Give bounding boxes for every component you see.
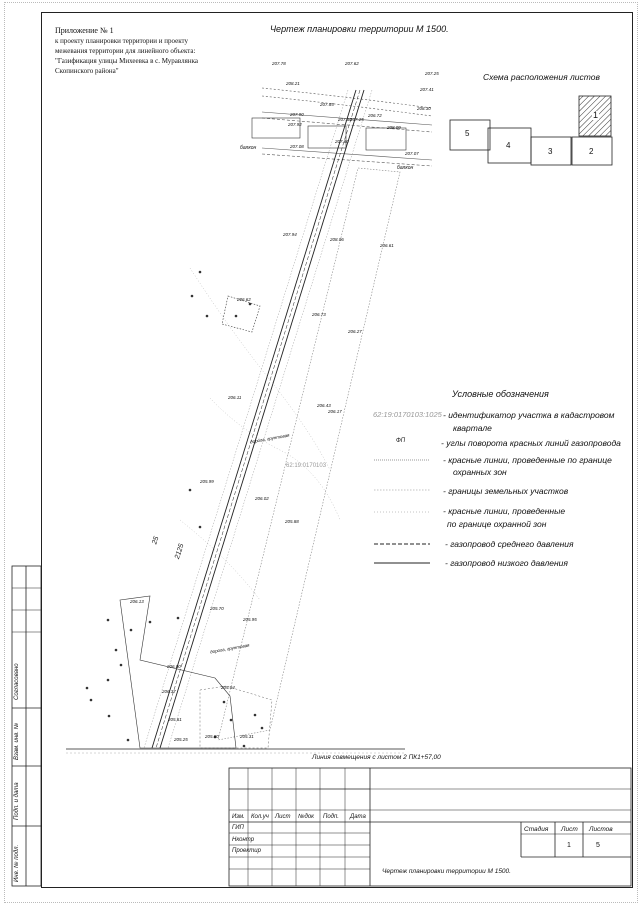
elevation-label: 206.11	[228, 395, 242, 400]
elevation-label: 208.06	[330, 237, 344, 242]
legend-title: Условные обозначения	[452, 389, 549, 399]
side-agreed: Согласовано	[14, 663, 20, 700]
match-line-label: Линия совмещения с листом 2 ПК1+57,00	[312, 754, 441, 761]
tree-dot	[199, 526, 202, 529]
elevation-label: 205.54	[221, 685, 235, 690]
legend-item-7: - газопровод низкого давления	[445, 558, 568, 568]
elevation-label: 208.30	[417, 106, 431, 111]
scheme-sheet-3: 3	[548, 147, 553, 156]
legend-item-3b: охранных зон	[453, 467, 507, 477]
elevation-label: 205.99	[200, 479, 214, 484]
stamp-header-date: Дата	[350, 814, 366, 820]
elevation-label: 205.25	[174, 737, 188, 742]
legend-sample-id: 62:19:0170103:1025	[373, 410, 442, 419]
legend-samples	[374, 460, 430, 563]
parcel-id-label: 62:19:0170103	[286, 463, 327, 469]
legend-item-5: - красные линии, проведенные	[443, 506, 566, 516]
stamp-sheet-value: 1	[567, 842, 571, 849]
stamp-sheet-label: Лист	[561, 826, 578, 833]
elevation-label: 207.60	[335, 139, 349, 144]
appendix-line-1: Приложение № 1	[55, 26, 114, 35]
pk-label-right: 2125	[174, 543, 186, 560]
elevation-label: 205.61	[168, 717, 182, 722]
elevation-label: 206.37	[162, 689, 176, 694]
pk-label-left: 25	[151, 535, 161, 546]
gas-pipeline-corridor	[144, 90, 372, 748]
tree-dot	[261, 727, 264, 730]
elevation-label: 207.90	[290, 112, 304, 117]
legend-sample-fp: ФП	[396, 438, 406, 444]
tree-dot	[86, 687, 89, 690]
legend-item-6: - газопровод среднего давления	[445, 539, 574, 549]
scheme-sheet-5: 5	[465, 129, 470, 138]
elevation-label: 206.72	[368, 113, 382, 118]
tree-dot	[108, 715, 111, 718]
road-label-1: дорога, грунтовая	[249, 432, 290, 445]
tree-dot	[254, 714, 257, 717]
tree-dot	[223, 701, 226, 704]
tree-dot	[206, 315, 209, 318]
elevation-label: 207.25	[425, 71, 439, 76]
stamp-role-gip: ГИП	[232, 825, 244, 831]
side-inv-orig: Инв. № подл.	[14, 844, 20, 882]
elevation-label: 205.70	[210, 606, 224, 611]
elevation-label: 206.17	[328, 409, 342, 414]
side-sign-date: Подп. и дата	[14, 782, 20, 820]
contour-lines	[180, 268, 340, 600]
elevation-label: 206.02	[255, 496, 269, 501]
tree-dot	[189, 489, 192, 492]
stamp-role-proektir: Проектир	[232, 848, 261, 854]
scheme-sheet-1: 1	[593, 110, 599, 120]
tree-dot	[149, 621, 152, 624]
elevation-label: 206.73	[312, 312, 326, 317]
tree-dot	[235, 315, 238, 318]
stamp-sheets-label: Листов	[589, 826, 613, 833]
tree-dot	[230, 719, 233, 722]
elevation-label: 206.62	[237, 297, 251, 302]
stamp-title: Чертеж планировки территории М 1500.	[382, 868, 511, 875]
legend-item-5b: по границе охранной зон	[447, 519, 547, 529]
elevation-label: 206.13	[130, 599, 144, 604]
elevation-label: 206.27	[348, 329, 362, 334]
tree-dot	[130, 629, 133, 632]
stamp-header-podp: Подп.	[323, 814, 339, 820]
elevation-label: 207.78	[272, 61, 286, 66]
elevation-label: 206.43	[317, 403, 331, 408]
balkon-label-1: балкон	[240, 145, 257, 151]
appendix-line-4: "Газификация улицы Михеевка в с. Муравлянка	[55, 57, 198, 65]
appendix-line-2: к проекту планировки территории и проекту	[55, 37, 188, 45]
appendix-line-3: межевания территории для линейного объекта:	[55, 47, 196, 55]
tree-dot	[177, 617, 180, 620]
drawing-title: Чертеж планировки территории М 1500.	[270, 24, 449, 34]
elevation-label: 205.80	[205, 734, 219, 739]
tree-dot	[107, 619, 110, 622]
elevation-label: 207.62	[345, 61, 359, 66]
legend-item-1: - идентификатор участка в кадастровом	[443, 410, 615, 420]
tree-dot	[243, 745, 246, 748]
scheme-sheet-2: 2	[589, 147, 594, 156]
tree-dot	[90, 699, 93, 702]
elevation-label: 206.00	[167, 664, 181, 669]
elevation-label: 208.21	[286, 81, 300, 86]
elevation-label: 207.92	[288, 122, 302, 127]
elevation-label: 207.94	[283, 232, 297, 237]
stamp-sheets-value: 5	[596, 842, 600, 849]
legend-item-3: - красные линии, проведенные по границе	[443, 455, 612, 465]
elevation-label: 206.61	[380, 243, 394, 248]
scheme-sheet-4: 4	[506, 141, 511, 150]
stamp-header-ndok: №док	[298, 814, 314, 820]
elevation-label: 207.60	[338, 117, 352, 122]
legend-item-4: - границы земельных участков	[443, 486, 569, 496]
side-inv-repl: Взам. инв. №	[14, 722, 20, 760]
elevation-label: 207.85	[320, 102, 334, 107]
appendix-line-5: Скопинского района"	[55, 67, 119, 75]
tree-dot	[199, 271, 202, 274]
tree-dot	[249, 303, 252, 306]
balkon-label-2: балкон	[397, 165, 414, 171]
stamp-header-kol: Кол.уч	[251, 814, 269, 820]
stamp-role-nkontr: Нконтр	[232, 837, 255, 843]
tree-dot	[115, 649, 118, 652]
tree-dot	[191, 295, 194, 298]
elevation-label: 207.08	[290, 144, 304, 149]
elevation-label: 205.31	[240, 734, 254, 739]
tree-dot	[120, 664, 123, 667]
tree-dot	[127, 739, 130, 742]
legend-item-1b: квартале	[453, 423, 492, 433]
elevation-label: 207.41	[420, 87, 434, 92]
elevation-label: 205.95	[243, 617, 257, 622]
elevation-label: 207.25	[350, 117, 364, 122]
legend-item-2: - углы поворота красных линий газопровода	[441, 438, 621, 448]
stamp-header-izm: Изм.	[232, 814, 245, 820]
stamp-stage-label: Стадия	[524, 826, 549, 833]
sheet-layout-scheme	[450, 96, 612, 165]
stamp-header-list: Лист	[275, 814, 291, 820]
scheme-title: Схема расположения листов	[483, 72, 600, 82]
elevation-label: 205.88	[285, 519, 299, 524]
elevation-label: 207.07	[405, 151, 419, 156]
building-blocks	[252, 118, 406, 150]
road-label-2: дорога, грунтовая	[209, 642, 250, 655]
elevation-label: 208.09	[387, 125, 401, 130]
tree-dot	[107, 679, 110, 682]
